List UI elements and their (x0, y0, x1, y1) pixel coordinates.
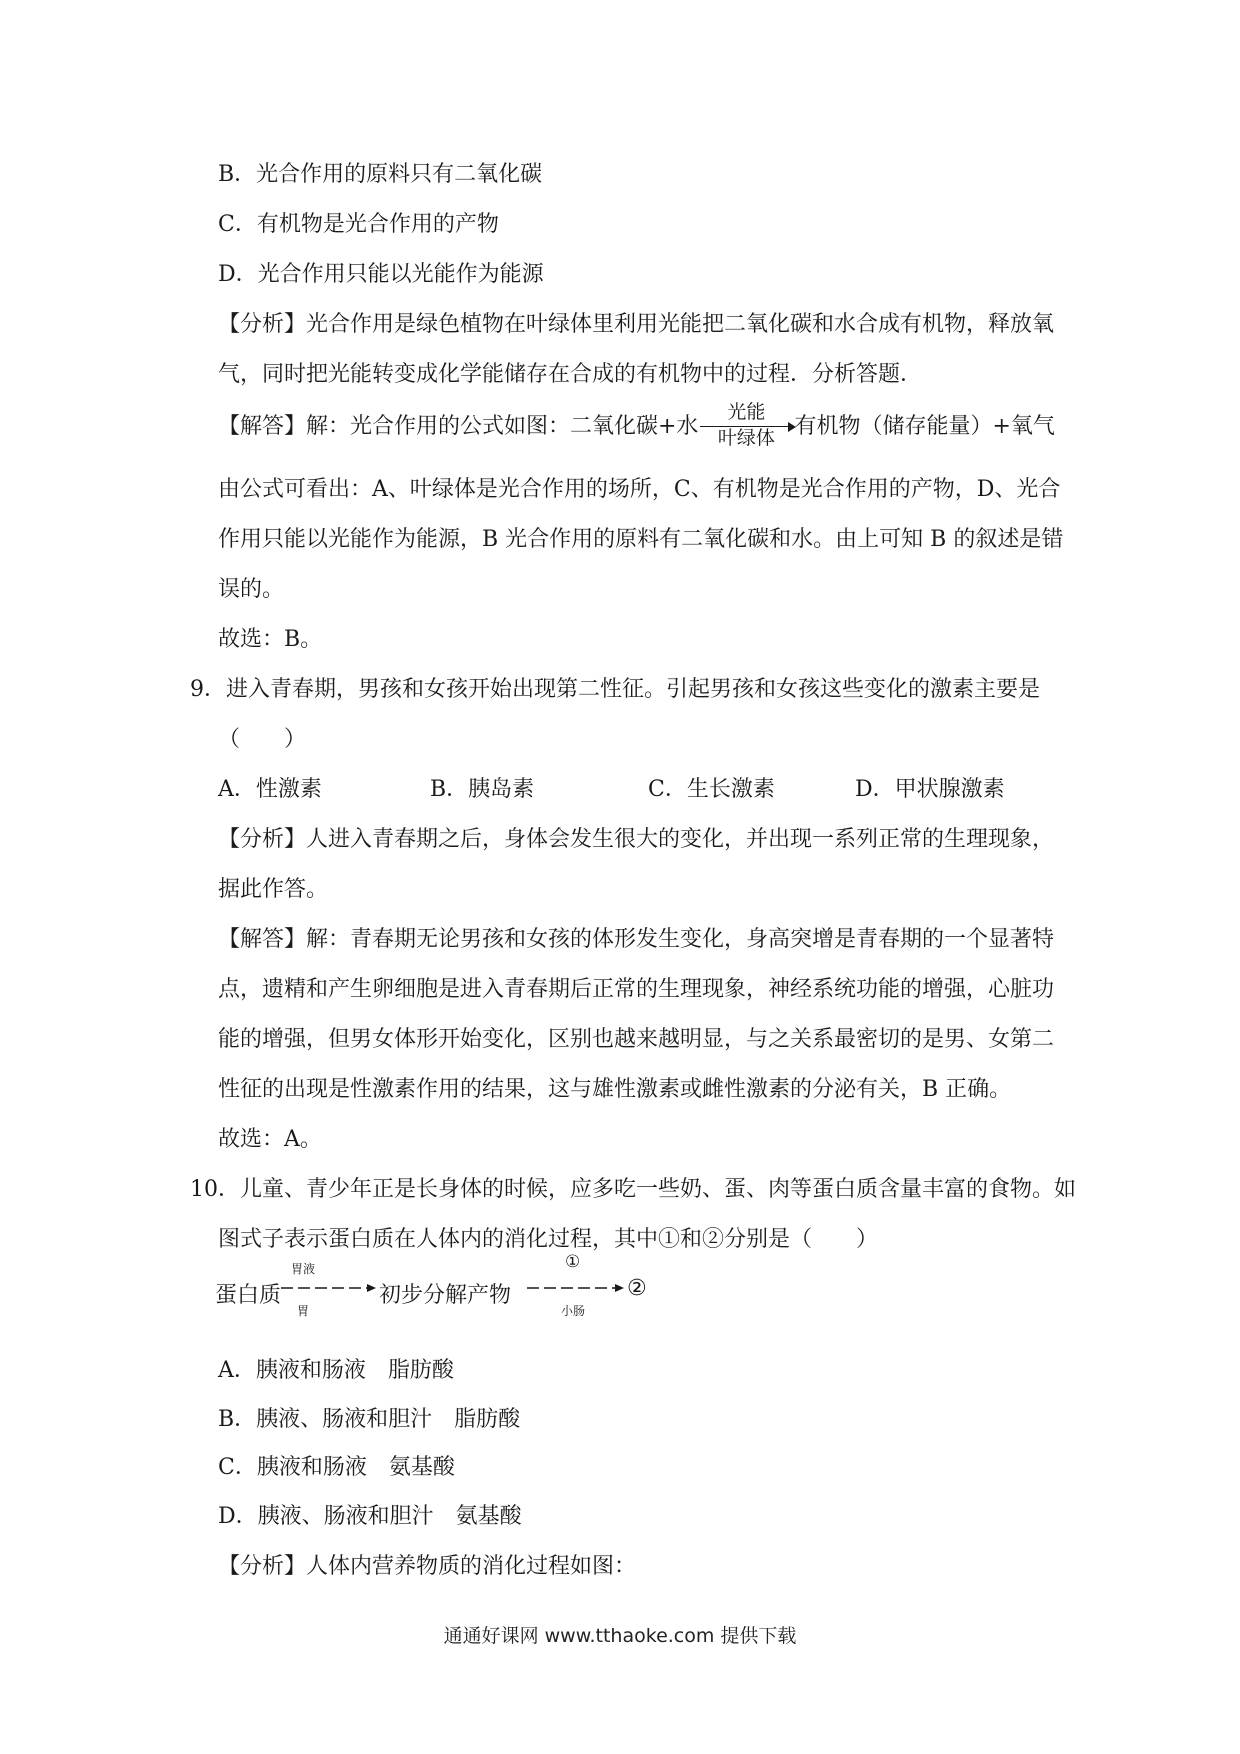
q9-option-c: C．生长激素 (648, 777, 775, 802)
q9-answer-line-3: 能的增强，但男女体形开始变化，区别也越来越明显，与之关系最密切的是男、女第二 (218, 1027, 1055, 1052)
q10-option-b: B．胰液、肠液和胆汁 脂肪酸 (218, 1407, 521, 1432)
q9-analysis-line-2: 据此作答。 (218, 877, 329, 902)
diagram-intermediate-product: 初步分解产物 (379, 1283, 512, 1308)
q8-answer-formula-line (218, 401, 1055, 449)
q9-option-a: A．性激素 (218, 777, 322, 802)
q8-choice: 故选：B。 (218, 627, 323, 652)
protein-digestion-diagram (215, 1252, 685, 1322)
q9-options (0, 775, 1240, 805)
q9-option-b: B．胰岛素 (430, 777, 535, 802)
q8-option-b: B．光合作用的原料只有二氧化碳 (218, 162, 543, 187)
q8-answer-suffix: 有机物（储存能量）+氧气 (794, 414, 1055, 439)
diagram-arrow-1-icon (281, 1280, 377, 1296)
q9-choice: 故选：A。 (218, 1127, 322, 1152)
q8-analysis-line-2: 气，同时把光能转变成化学能储存在合成的有机物中的过程．分析答题． (218, 362, 923, 387)
q9-stem-line-1: 9．进入青春期，男孩和女孩开始出现第二性征。引起男孩和女孩这些变化的激素主要是 (190, 677, 1040, 702)
q8-analysis-line-1: 【分析】光合作用是绿色植物在叶绿体里利用光能把二氧化碳和水合成有机物，释放氧 (218, 312, 1055, 337)
q8-answer-line-4: 误的。 (218, 577, 285, 602)
q9-analysis-line-1: 【分析】人进入青春期之后，身体会发生很大的变化，并出现一系列正常的生理现象， (218, 827, 1055, 852)
q10-option-d: D．胰液、肠液和胆汁 氨基酸 (218, 1504, 522, 1529)
q9-answer-line-1: 【解答】解：青春期无论男孩和女孩的体形发生变化，身高突增是青春期的一个显著特 (218, 927, 1055, 952)
page-footer: 通通好课网 www.tthaoke.com 提供下载 (443, 1625, 797, 1647)
diagram-blank-1: ① (565, 1252, 581, 1272)
q10-stem-line-1: 10．儿童、青少年正是长身体的时候，应多吃一些奶、蛋、肉等蛋白质含量丰富的食物。如 (190, 1177, 1076, 1202)
formula-condition-light: 光能 (727, 401, 766, 423)
q8-option-d: D．光合作用只能以光能作为能源 (218, 262, 544, 287)
formula-arrow (698, 401, 794, 449)
q8-answer-line-2: 由公式可看出：A、叶绿体是光合作用的场所，C、有机物是光合作用的产物，D、光合 (218, 477, 1061, 502)
q8-option-c: C．有机物是光合作用的产物 (218, 212, 499, 237)
q10-stem-line-2: 图式子表示蛋白质在人体内的消化过程，其中①和②分别是（ ） (218, 1227, 879, 1252)
diagram-small-intestine: 小肠 (561, 1304, 586, 1318)
q8-answer-prefix: 【解答】解：光合作用的公式如图：二氧化碳+水 (218, 414, 699, 439)
diagram-stomach: 胃 (297, 1304, 310, 1318)
q9-stem-line-2: （ ） (218, 727, 307, 752)
diagram-gastric-juice: 胃液 (291, 1262, 316, 1276)
q10-option-c: C．胰液和肠液 氨基酸 (218, 1455, 455, 1480)
diagram-blank-2: ② (627, 1276, 647, 1301)
diagram-arrow-2-icon (527, 1280, 625, 1296)
formula-condition-chloroplast: 叶绿体 (717, 427, 775, 449)
q9-option-d: D．甲状腺激素 (855, 777, 1005, 802)
q9-answer-line-2: 点，遗精和产生卵细胞是进入青春期后正常的生理现象，神经系统功能的增强，心脏功 (218, 977, 1055, 1002)
q9-answer-line-4: 性征的出现是性激素作用的结果，这与雄性激素或雌性激素的分泌有关，B 正确。 (218, 1077, 1012, 1102)
q8-answer-line-3: 作用只能以光能作为能源，B 光合作用的原料有二氧化碳和水。由上可知 B 的叙述是错 (218, 527, 1064, 552)
q10-analysis: 【分析】人体内营养物质的消化过程如图： (218, 1554, 637, 1579)
diagram-protein: 蛋白质 (215, 1283, 282, 1308)
q10-option-a: A．胰液和肠液 脂肪酸 (218, 1358, 454, 1383)
